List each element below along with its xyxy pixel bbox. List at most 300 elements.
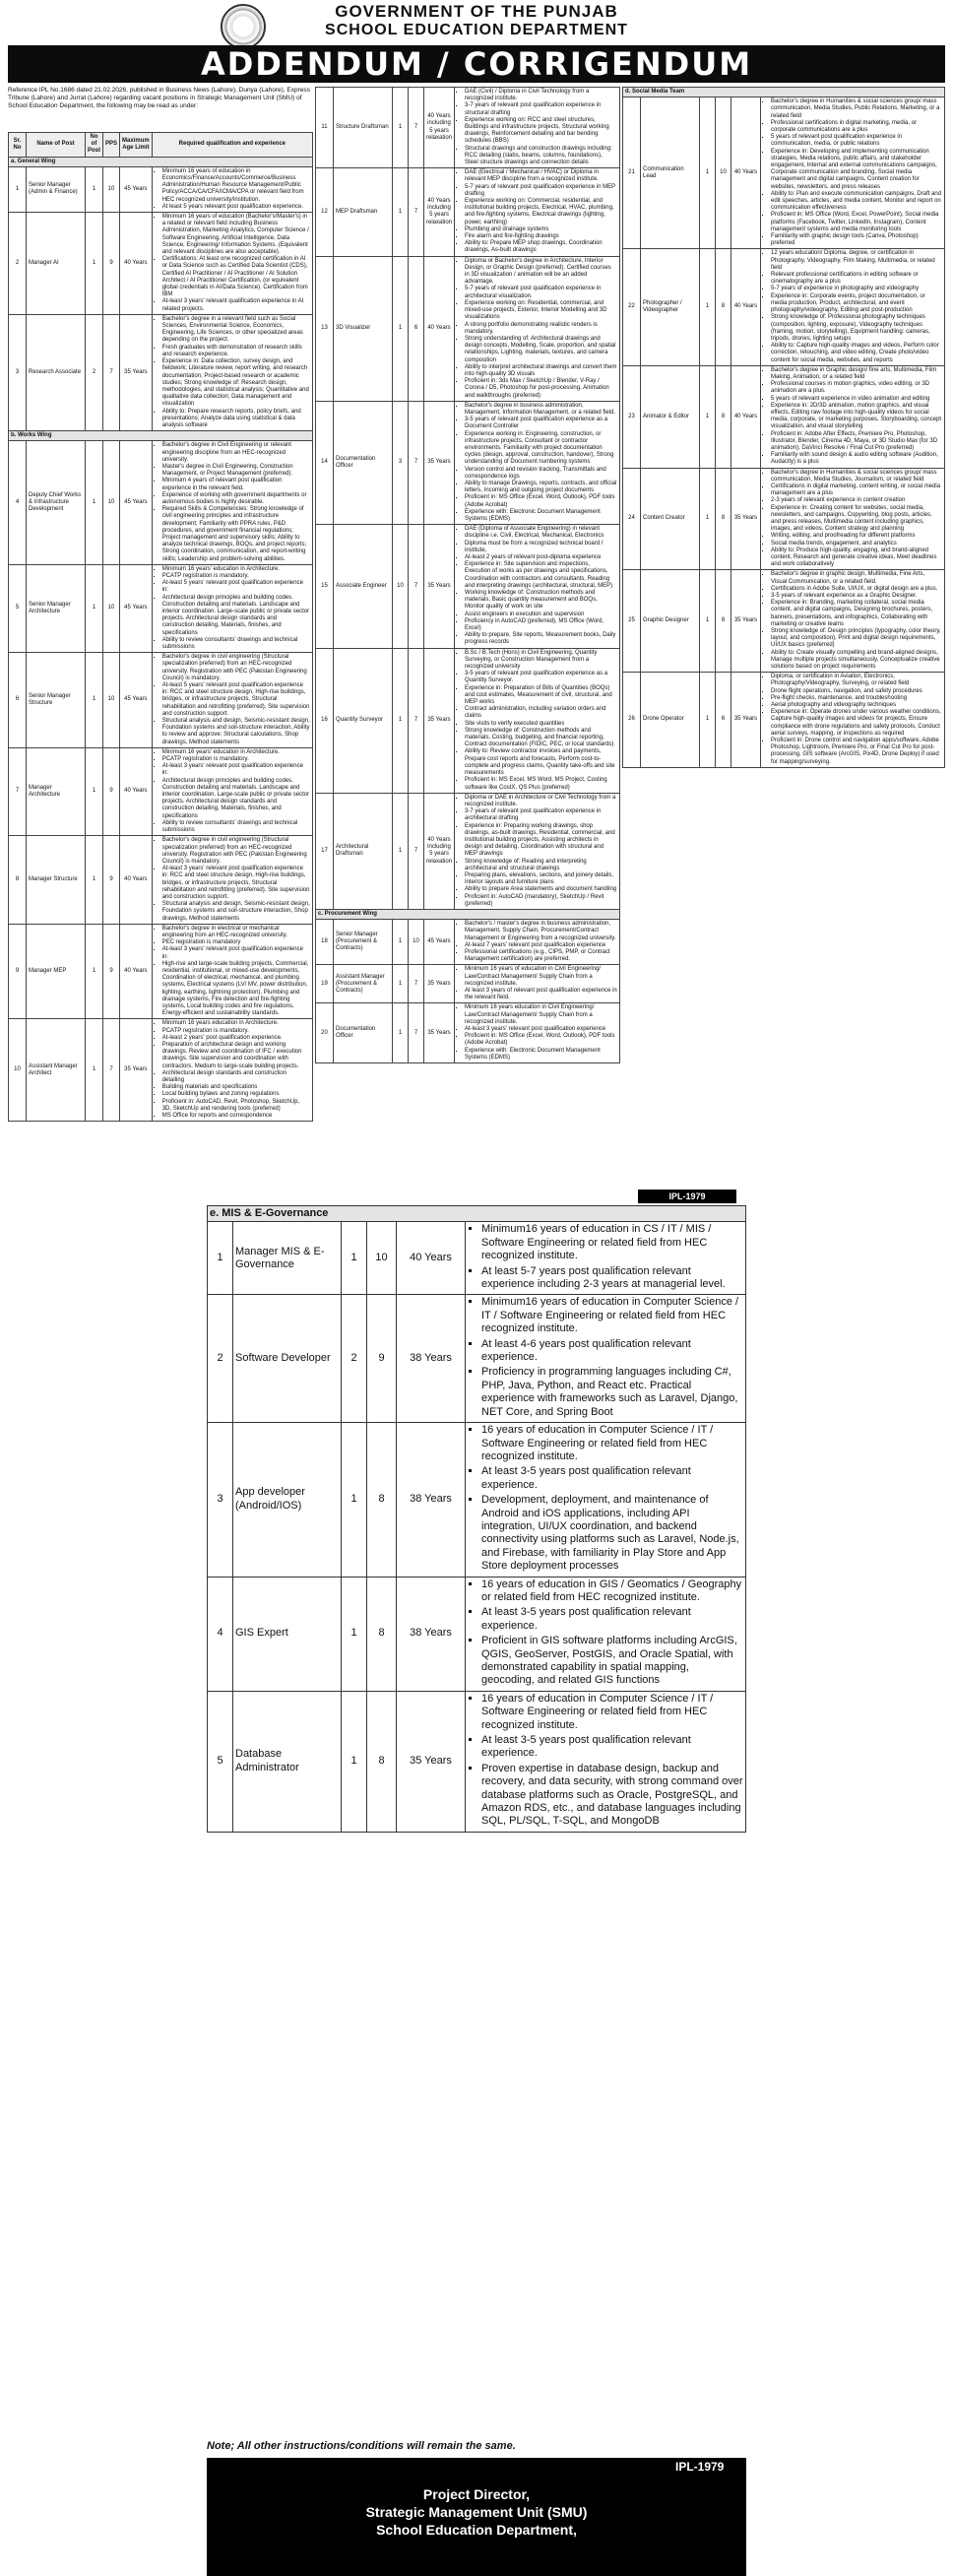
pps-cell: 8 — [367, 1691, 397, 1832]
age-limit-cell: 40 Years — [424, 256, 455, 401]
qualification-item: ▪ Minimum 16 years of education in Economics/Finance/Accounts/Commerce/Business Administration/Human Resource Management/Public Policy/ACCA/CA/CFA/ICMA/CPA or relevant field from HEC recognized university/institution. — [162, 168, 310, 204]
header-posts: No of Post — [86, 133, 103, 158]
sr-cell: 24 — [623, 468, 641, 570]
qualification-item: ▪ Experience of working with government departments or autonomous bodies is highly desirable. — [162, 492, 310, 506]
post-name-cell: Research Associate — [27, 314, 86, 430]
post-name-cell: App developer (Android/IOS) — [233, 1423, 342, 1577]
qualification-item: ▪ Bachelor's / master's degree in business administration, Management, Supply Chain, Procurement/Contract Management or Engineering from a recognized university. — [465, 921, 617, 942]
qualification-item: ▪ Familiarity with graphic design tools (Canva, Photoshop) preferred — [771, 233, 942, 247]
footer-line-1: Project Director, — [422, 2486, 531, 2502]
sr-cell: 17 — [316, 793, 334, 909]
posts-count-cell: 1 — [393, 168, 409, 256]
qualification-item: ▪ At-least 3 years' relevant qualification experience in AI related projects. — [162, 298, 310, 312]
qualification-item: ▪ At-least 3 years' relevant post qualification experience in: — [162, 946, 310, 960]
post-name-cell: Documentation Officer — [334, 401, 393, 524]
qualification-item: ▪ Contract administration, including variation orders and claims — [465, 706, 617, 720]
section-title: e. MIS & E-Governance — [208, 1206, 746, 1222]
sr-cell: 8 — [9, 836, 27, 924]
position-row — [9, 924, 313, 1019]
qualification-cell — [455, 88, 620, 168]
qualification-item: ▪ 3-7 years of relevant post qualification experience in structural drafting — [465, 102, 617, 116]
footer-signature — [207, 2458, 746, 2576]
qualification-item: ▪ Site visits to verify executed quantities — [465, 721, 617, 728]
qualification-cell — [455, 920, 620, 965]
pps-cell: 10 — [103, 166, 120, 212]
sr-cell: 26 — [623, 673, 641, 768]
posts-count-cell: 1 — [86, 924, 103, 1019]
qualification-item: ▪ Experience working on: Commercial, residential, and institutional building projects, Electrical, HVAC, plumbing, and fire-fighting systems, Electrical drawings (lighting, power, earthing) — [465, 198, 617, 226]
department-title: SCHOOL EDUCATION DEPARTMENT — [325, 22, 628, 38]
qualification-list — [763, 367, 942, 467]
qualification-list — [468, 1693, 743, 1829]
qualification-cell — [761, 468, 945, 570]
qualification-item: ▪ Bachelor's degree in Civil Engineering or relevant engineering discipline from an HEC-recognized university. — [162, 442, 310, 464]
position-row — [316, 88, 620, 168]
posts-count-cell: 1 — [86, 213, 103, 315]
post-name-cell: Senior Manager (Admin & Finance) — [27, 166, 86, 212]
post-name-cell: MEP Draftsman — [334, 168, 393, 256]
qualification-list — [155, 654, 310, 746]
qualification-list — [457, 258, 617, 400]
age-limit-cell: 40 Years — [120, 213, 153, 315]
age-limit-cell: 38 Years — [397, 1295, 466, 1423]
pps-cell: 7 — [409, 88, 424, 168]
position-row — [316, 920, 620, 965]
qualification-item: ▪ Professional courses in motion graphics, video editing, or 3D animation are a plus. — [771, 381, 942, 395]
sr-cell: 19 — [316, 965, 334, 1003]
posts-count-cell: 1 — [342, 1577, 367, 1691]
age-limit-cell: 35 Years — [424, 648, 455, 793]
qualification-list — [763, 470, 942, 569]
qualification-item: ▪ Experience in: Site supervision and inspections, Execution of works as per drawings and specifications, Coordination with contractors and consultants, Reading and interpreting drawings (architectural, structural, MEP) — [465, 561, 617, 590]
position-row — [623, 249, 945, 365]
header-req: Required qualification and experience — [152, 133, 312, 158]
post-name-cell: Assistant Manager Architect — [27, 1019, 86, 1122]
qualification-list — [457, 921, 617, 963]
sr-cell: 4 — [9, 441, 27, 564]
pps-cell: 6 — [716, 673, 731, 768]
sr-cell: 13 — [316, 256, 334, 401]
qualification-item: ▪ 3-5 years of relevant experience as a Graphic Designer. — [771, 593, 942, 600]
qualification-list — [468, 1578, 743, 1688]
qualification-item: ▪ Architectural design standards and construction detailing — [162, 1070, 310, 1084]
qualification-item: ▪ Experience in: Developing and implementing communication strategies, Media relations, public affairs, and stakeholder engagement, Internal and external communications campaigns, Corporate communication and branding, Social media management and digital campaigns, Content creation for websites, newsletters, and press releases — [771, 149, 942, 191]
qualification-list — [468, 1296, 743, 1419]
position-row — [316, 256, 620, 401]
sr-cell: 11 — [316, 88, 334, 168]
column-works-procurement — [315, 87, 620, 1063]
qualification-item: ▪ PCATP registration is mandatory. — [162, 756, 310, 763]
qualification-list — [155, 837, 310, 922]
qualification-item: ▪ Proficiency in programming languages including C#, PHP, Java, Python, and React etc. Practical experience with frameworks such as Laravel, Django, NET Core, and Spring Boot — [481, 1366, 743, 1419]
qualification-item: ▪ Diploma or Bachelor's degree in Architecture, Interior Design, or Graphic Design (preferred). Certified courses in 3D visualization / animation will be an added advantage. — [465, 258, 617, 287]
sr-cell: 4 — [208, 1577, 233, 1691]
qualification-item: ▪ Writing, editing, and proofreading for different platforms — [771, 533, 942, 540]
qualification-list — [155, 566, 310, 651]
column-social-media — [622, 87, 945, 768]
sr-cell: 1 — [208, 1222, 233, 1295]
section-title: b. Works Wing — [9, 431, 313, 441]
pps-cell: 9 — [103, 836, 120, 924]
pps-cell: 7 — [409, 648, 424, 793]
qualification-item: ▪ Version control and revision tracking, Transmittals and correspondence logs — [465, 467, 617, 481]
posts-count-cell: 1 — [342, 1222, 367, 1295]
qualification-item: ▪ Fresh graduates with demonstration of research skills and research experience. — [162, 345, 310, 358]
ad-header — [0, 0, 953, 85]
pps-cell: 9 — [103, 747, 120, 835]
qualification-item: ▪ Relevant professional certifications in editing software or cinematography are a plus — [771, 272, 942, 286]
qualification-item: ▪ Pre-flight checks, maintenance, and troubleshooting — [771, 695, 942, 702]
qualification-item: ▪ Preparation of architectural design and working drawings. Review and coordination of IFC / execution drawings. Site supervision and coordination with contractors. Medium to large-scale building projects. — [162, 1042, 310, 1070]
qualification-item: ▪ MS Office for reports and correspondence — [162, 1113, 310, 1120]
qualification-item: ▪ Ability to: Create visually compelling and brand-aligned designs, Manage multiple projects simultaneously, Conceptualize creative solutions based on project requirements — [771, 650, 942, 672]
qualification-item: ▪ Ability to: Capture high-quality images and videos, Perform color correction, retouching, and video editing, Create photo/video content for social media, websites, and reports — [771, 343, 942, 364]
age-limit-cell: 38 Years — [397, 1423, 466, 1577]
qualification-item: ▪ Structural drawings and construction drawings including: RCC detailing (slabs, beams, columns, foundations), Steel structure drawings and connection details — [465, 146, 617, 167]
post-name-cell: Manager MEP — [27, 924, 86, 1019]
reference-text: Reference IPL No.1686 dated 21.02.2026, published in Business News (Lahore), Dunya (Lahore), Express Tribune (Lahore) and Jurrat (Lahore) regarding vacant positions in Strategic Management Unit (SMU) of School Education Department, the following may be read as under: — [8, 87, 310, 109]
posts-count-cell: 1 — [342, 1691, 367, 1832]
qualification-item: ▪ Proven expertise in database design, backup and recovery, and data security, with strong command over database platforms such as Oracle, PostgreSQL, and Amazon RDS, etc., and database languages including SQL, PL/SQL, T-SQL, and MongoDB — [481, 1763, 743, 1829]
section-header-row — [9, 157, 313, 166]
pps-cell: 8 — [367, 1423, 397, 1577]
posts-count-cell: 2 — [86, 314, 103, 430]
qualification-cell — [761, 570, 945, 673]
qualification-item: ▪ Plumbing and drainage systems — [465, 226, 617, 233]
post-name-cell: Content Creator — [641, 468, 700, 570]
qualification-item: ▪ Drone flight operations, navigation, and safety procedures — [771, 688, 942, 695]
posts-count-cell: 1 — [393, 648, 409, 793]
qualification-item: ▪ Experience in: Data collection, survey design, and fieldwork; Literature review, report writing, and research documentation; Project-based research or academic studies; Strong knowledge of: Research design, methodologies, and statistical analysis; Quantitative and qualitative data collection; Data management and visualization — [162, 358, 310, 408]
qualification-cell — [466, 1295, 746, 1423]
sr-cell: 2 — [208, 1295, 233, 1423]
qualification-item: ▪ At-least 3 years' relevant post qualification experience in: RCC and steel structure design, High-rise buildings, bridges, or infrastructure projects, Structural rehabilitation and retrofitting (preferred), Site supervision and construction support. — [162, 866, 310, 901]
age-limit-cell: 35 Years — [424, 1003, 455, 1063]
age-limit-cell: 45 Years — [120, 564, 153, 652]
pps-cell: 8 — [716, 249, 731, 365]
qualification-item: ▪ Bachelor's degree in civil engineering (Structural specialization preferred) from an HEC-recognized university. Registration with PEC (Pakistan Engineering Council) is mandatory. — [162, 837, 310, 866]
posts-count-cell: 10 — [393, 525, 409, 648]
qualification-item: ▪ Proficient in: Adobe After Effects, Premiere Pro, Photoshop, Illustrator, Blender, Cinema 4D, Maya, or 3D Studio Max (for 3D animation), DaVinci Resolve / Final Cut Pro (preferred) — [771, 431, 942, 453]
position-row — [623, 570, 945, 673]
qualification-item: ▪ Development, deployment, and maintenance of Android and iOS applications, including API integration, UI/UX coordination, and backend connectivity using platforms such as Laravel, Node.js, and Firebase, with familiarity in Play Store and App Store deployment processes — [481, 1494, 743, 1573]
qualification-item: ▪ 5 years of relevant post qualification experience in communication, media, or public relations — [771, 134, 942, 148]
qualification-item: ▪ Building materials and specifications — [162, 1084, 310, 1091]
qualification-list — [763, 98, 942, 247]
post-name-cell: Senior Manager Architecture — [27, 564, 86, 652]
qualification-item: ▪ 3-5 years of relevant post qualification experience as a Document Controller — [465, 417, 617, 430]
qualification-item: ▪ Bachelor's degree in Humanities & social sciences group/ mass communication, Media Studies, Journalism, or related field — [771, 470, 942, 483]
post-name-cell: Manager AI — [27, 213, 86, 315]
qualification-item: ▪ Ability to prepare Area statements and document handling — [465, 886, 617, 893]
qualification-item: ▪ Architectural design principles and building codes. Construction detailing and materials. Landscape and interior coordination. Large-scale public or private sector projects. Architectural design standards and construction detailing, Materials, finishes, and specifications — [162, 778, 310, 820]
posts-count-cell: 1 — [393, 1003, 409, 1063]
qualification-list — [763, 674, 942, 766]
section-title: c. Procurement Wing — [316, 909, 620, 919]
qualification-item: ▪ Experience working on: RCC and steel structures, Buildings and infrastructure projects, Structural working drawings, Reinforcement detailing and bar bending schedules (BBS) — [465, 117, 617, 146]
qualification-item: ▪ Ability to: Review contractor invoices and payments, Prepare cost reports and forecasts, Perform cost-to-complete and progress claims, Quantity take-offs and site measurements — [465, 748, 617, 777]
qualification-item: ▪ At-least 3 years' relevant post qualification experience — [465, 1026, 617, 1033]
position-row — [9, 1019, 313, 1122]
government-title: GOVERNMENT OF THE PUNJAB — [335, 2, 618, 21]
qualification-item: ▪ Minimum 16 years of education (Bachelor's/Master's) in a related or relevant field including Business Administration, Marketing Analytics, Computer Science / Software Engineering, Artificial Intelligence, Data Science, Engineering/ Information Systems. (Equivalent and relevant disciplines are also acceptable). — [162, 214, 310, 256]
qualification-item: ▪ High-rise and large-scale building projects, Commercial, residential, institutional, or mixed-use developments, Coordination of electrical, mechanical, and plumbing systems, Electrical systems (LV/ MV, power distribution, lighting, earthing, lightning protection), Plumbing and drainage systems, Fire detection and fire-fighting systems, Local building codes and fire regulations, Energy-efficient and sustainability standards. — [162, 961, 310, 1018]
position-row — [9, 314, 313, 430]
qualification-cell — [152, 747, 312, 835]
qualification-item: ▪ PEC registration is mandatory — [162, 939, 310, 946]
section-header-row — [208, 1206, 746, 1222]
qualification-cell — [761, 249, 945, 365]
post-name-cell: Architectural Draftsman — [334, 793, 393, 909]
section-title: d. Social Media Team — [623, 88, 945, 97]
posts-count-cell: 1 — [393, 88, 409, 168]
sr-cell: 21 — [623, 97, 641, 249]
qualification-item: ▪ Ability to review consultants' drawings and technical submissions — [162, 820, 310, 834]
qualification-item: ▪ Fire alarm and fire-fighting drawings — [465, 233, 617, 240]
qualification-list — [155, 749, 310, 834]
post-name-cell: Manager Structure — [27, 836, 86, 924]
age-limit-cell: 40 Years — [397, 1222, 466, 1295]
pps-cell: 9 — [367, 1295, 397, 1423]
qualification-item: ▪ At-least 5 years' relevant post qualification experience in: RCC and steel structure design, High-rise buildings, bridges, or infrastructure projects, Structural rehabilitation and retrofitting (preferred), Site supervision and construction support. — [162, 682, 310, 718]
qualification-item: ▪ 3-7 years of relevant post qualification experience in architectural drafting — [465, 808, 617, 822]
column-general-works — [8, 132, 313, 1122]
qualification-item: ▪ Proficient in: Drone control and navigation apps/software, Adobe Photoshop, Lightroom, Premiere Pro, or Final Cut Pro for post-processing, GIS software (ArcGIS, Pix4D, Drone Deploy) if used for mapping/surveying. — [771, 738, 942, 766]
pps-cell: 8 — [716, 570, 731, 673]
sr-cell: 9 — [9, 924, 27, 1019]
ipl-number: IPL-1979 — [675, 2460, 725, 2474]
qualification-item: ▪ Experience in: Operate drones under various weather conditions, Capture high-quality images and videos for projects, Ensure compliance with drone regulations and safety protocols, Conduct aerial surveys, mapping, or inspections as required — [771, 709, 942, 738]
posts-count-cell: 2 — [342, 1295, 367, 1423]
posts-count-cell: 1 — [393, 256, 409, 401]
section-header-row — [9, 431, 313, 441]
qualification-item: ▪ Experience in: Preparing working drawings, shop drawings, as-built drawings, Residential, commercial, and institutional building projects, Assisting architects in design and detailing, Coordination with structural and MEP drawings — [465, 823, 617, 859]
posts-count-cell: 1 — [700, 365, 716, 468]
qualification-item: ▪ Proficient in: MS Office (Word, Excel, PowerPoint), Social media platforms (Facebook, Twitter, LinkedIn, Instagram), Content management systems and media monitoring tools — [771, 212, 942, 233]
qualification-item: ▪ PCATP registration is mandatory. — [162, 573, 310, 580]
age-limit-cell: 35 Years — [397, 1691, 466, 1832]
qualification-item: ▪ Strong knowledge of: Design principles (typography, color theory, layout, and composition), Print and digital design requirements, UI/UX basics (preferred) — [771, 628, 942, 650]
qualification-item: ▪ 3-5 years of relevant post qualification experience as a Quantity Surveyor. — [465, 671, 617, 684]
post-name-cell: Associate Engineer — [334, 525, 393, 648]
qualification-item: ▪ Experience in: Creating content for websites, social media, newsletters, and campaigns, Copywriting, blog posts, articles, and press releases, Multimedia content including graphics, images, and videos, Content strategy and planning — [771, 505, 942, 534]
post-name-cell: Database Administrator — [233, 1691, 342, 1832]
pps-cell: 10 — [716, 97, 731, 249]
qualification-cell — [455, 965, 620, 1003]
qualification-item: ▪ Strong understanding of: Architectural drawings and design concepts, Modelling, Scale, proportion, and spatial relationships, Lighting, materials, textures, and camera composition — [465, 336, 617, 364]
qualification-item: ▪ Experience in: 2D/3D animation, motion graphics, and visual effects, Editing raw footage into high-quality videos for social media, corporate, or marketing purposes, Storyboarding, concept visualization, and visual storytelling — [771, 403, 942, 431]
qualification-item: ▪ Proficient in: MS Office (Excel, Word, Outlook), PDF tools (Adobe Acrobat) — [465, 1033, 617, 1047]
position-row — [9, 213, 313, 315]
qualification-item: ▪ At least 5 years relevant post qualification experience. — [162, 204, 310, 211]
age-limit-cell: 40 Years — [120, 836, 153, 924]
qualification-item: ▪ Ability to review consultants' drawings and technical submissions — [162, 637, 310, 651]
qualification-item: ▪ Strong knowledge of: Professional photography techniques (composition, lighting, exposure), Videography techniques (framing, motion, storytelling), Equipment handling: cameras, tripods, drones, lighting setups — [771, 314, 942, 343]
position-row — [9, 564, 313, 652]
sr-cell: 2 — [9, 213, 27, 315]
qualification-item: ▪ Proficient in: 3ds Max / SketchUp / Blender, V-Ray / Corona / D5, Photoshop for post-processing, Animation and walkthroughs (preferred) — [465, 378, 617, 400]
position-row — [316, 793, 620, 909]
qualification-item: ▪ Diploma, or certification in Aviation, Electronics, Photography/Videography, Surveying, or related field — [771, 674, 942, 687]
sr-cell: 1 — [9, 166, 27, 212]
qualification-item: ▪ Certifications in digital marketing, content writing, or social media management are a plus — [771, 483, 942, 497]
position-row — [208, 1222, 746, 1295]
qualification-item: ▪ Master's degree in Civil Engineering, Construction Management, or Project Management (preferred). — [162, 464, 310, 478]
post-name-cell: Manager MIS & E-Governance — [233, 1222, 342, 1295]
qualification-list — [155, 316, 310, 429]
sr-cell: 22 — [623, 249, 641, 365]
qualification-item: ▪ Ability to: Plan and execute communication campaigns, Draft and edit speeches, articles, and media content, Monitor and report on communication effectiveness — [771, 191, 942, 213]
posts-count-cell: 1 — [700, 97, 716, 249]
qualification-item: ▪ Structural analysis and design, Seismic-resistant design, Foundation systems and soil-structure interaction, Shop drawings, Method statements — [162, 901, 310, 923]
qualification-item: ▪ 12 years education/ Diploma, degree, or certification in Photography, Videography, Film Making, Multimedia, or related field — [771, 250, 942, 272]
posts-count-cell: 1 — [393, 965, 409, 1003]
age-limit-cell: 40 Years — [731, 365, 761, 468]
qualification-cell — [152, 166, 312, 212]
header-sr: Sr. No — [9, 133, 27, 158]
qualification-cell — [466, 1222, 746, 1295]
qualification-item: ▪ Experience with: Electronic Document Management Systems (EDMS) — [465, 1048, 617, 1062]
pps-cell: 10 — [367, 1222, 397, 1295]
qualification-cell — [466, 1423, 746, 1577]
pps-cell: 9 — [103, 924, 120, 1019]
sr-cell: 23 — [623, 365, 641, 468]
qualification-item: ▪ Proficient in: MS Excel, MS Word, MS Project, Costing software like CostX, QS Plus (preferred) — [465, 777, 617, 791]
note-text: Note; All other instructions/conditions will remain the same. — [207, 2440, 516, 2452]
qualification-list — [457, 795, 617, 908]
qualification-item: ▪ Ability to interpret architectural drawings and convert them into high-quality 3D visuals — [465, 364, 617, 378]
pps-cell: 7 — [409, 168, 424, 256]
qualification-item: ▪ Minimum 16 years education in Architecture. — [162, 1020, 310, 1027]
qualification-list — [468, 1223, 743, 1291]
position-row — [9, 747, 313, 835]
qualification-item: ▪ Ability to: Prepare MEP shop drawings, Coordination drawings, As-built drawings — [465, 240, 617, 254]
qualification-item: ▪ 5-7 years of relevant post qualification experience in MEP drafting — [465, 184, 617, 198]
age-limit-cell: 35 Years — [424, 401, 455, 524]
addendum-banner: ADDENDUM / CORRIGENDUM — [8, 45, 945, 83]
qualification-item: ▪ DAE (Diploma of Associate Engineering) in relevant discipline i.e. Civil, Electrical, Mechanical, Electronics — [465, 526, 617, 540]
qualification-list — [457, 650, 617, 792]
qualification-item: ▪ Bachelor's degree in business administration, Management, Information Management, or a related field. — [465, 403, 617, 417]
qualification-item: ▪ Bachelor's degree in graphic design, Multimedia, Fine Arts, Visual Communication, or a related field. — [771, 571, 942, 585]
qualification-item: ▪ Required Skills & Competencies: Strong knowledge of civil engineering principles and infrastructure development; Familiarity with PPRA rules, P&D procedures, and government financial regulations; Project management and supervisory skills; Ability to analyze technical drawings, BOQs, and project reports; Strong coordination, communication, and report-writing skills; Leadership and problem-solving abilities. — [162, 506, 310, 563]
qualification-item: ▪ Minimum 16 years' education in Architecture. — [162, 749, 310, 756]
qualification-item: ▪ 16 years of education in Computer Science / IT / Software Engineering or related field from HEC recognized institute. — [481, 1424, 743, 1463]
qualification-item: ▪ DAE (Electrical / Mechanical / HVAC) or Diploma in relevant MEP discipline from a recognized institute. — [465, 169, 617, 183]
qualification-list — [155, 442, 310, 562]
qualification-cell — [455, 401, 620, 524]
qualification-item: ▪ Working knowledge of: Construction methods and materials, Basic quantity measurement and BOQs, Monitor quality of work on site — [465, 590, 617, 612]
qualification-cell — [152, 1019, 312, 1122]
qualification-cell — [152, 836, 312, 924]
position-row — [9, 441, 313, 564]
qualification-item: ▪ Bachelor's degree in electrical or mechanical engineering from an HEC-recognized university. — [162, 926, 310, 939]
posts-count-cell: 1 — [393, 793, 409, 909]
qualification-item: ▪ Minimum 16 years education in Civil Engineering/ Law/Contract Management/ Supply Chain from a recognized institute. — [465, 1004, 617, 1026]
qualification-item: ▪ At-least 7 years' relevant post qualification experience — [465, 942, 617, 949]
qualification-item: ▪ Strong knowledge of: Reading and interpreting architectural and structural drawings — [465, 859, 617, 872]
sr-cell: 12 — [316, 168, 334, 256]
qualification-item: ▪ Diploma or DAE in Architecture or Civil Technology from a recognized institute. — [465, 795, 617, 808]
sr-cell: 16 — [316, 648, 334, 793]
qualification-cell — [152, 441, 312, 564]
age-limit-cell: 38 Years — [397, 1577, 466, 1691]
qualification-item: ▪ Experience working on: Residential, commercial, and mixed-use projects, Exterior, Interior Modelling and 3D visualizations — [465, 300, 617, 322]
age-limit-cell: 35 Years — [731, 570, 761, 673]
qualification-item: ▪ At-least 2 years' post qualification experience. — [162, 1035, 310, 1042]
sr-cell: 3 — [9, 314, 27, 430]
pps-cell: 8 — [716, 365, 731, 468]
pps-cell: 10 — [409, 920, 424, 965]
qualification-item: ▪ Minimum 16 years of education in Civil Engineering/ Law/Contract Management/ Supply Chain from a recognized institute. — [465, 966, 617, 988]
qualification-item: ▪ Proficient in: AutoCAD, Revit, Photoshop, SketchUp, 3D, SketchUp and rendering tools (preferred) — [162, 1099, 310, 1113]
sr-cell: 25 — [623, 570, 641, 673]
age-limit-cell: 45 Years — [120, 441, 153, 564]
qualification-item: ▪ At-least 3 years' relevant post qualification experience in: — [162, 763, 310, 777]
qualification-item: ▪ Preparing plans, elevations, sections, and joinery details, Interior layouts and furniture plans — [465, 872, 617, 886]
qualification-item: ▪ Diploma must be from a recognized technical board / institute, — [465, 541, 617, 554]
qualification-item: ▪ At-least 2 years of relevant post-diploma experience — [465, 554, 617, 561]
qualification-cell — [761, 365, 945, 468]
qualification-list — [457, 169, 617, 254]
qualification-item: ▪ Proficient in GIS software platforms including ArcGIS, QGIS, GeoServer, PostGIS, and Oracle Spatial, with demonstrated capability in spatial mapping, geocoding, and related GIS functions — [481, 1635, 743, 1688]
posts-count-cell: 1 — [700, 249, 716, 365]
qualification-cell — [455, 168, 620, 256]
age-limit-cell: 40 Years including 5 years relaxation — [424, 88, 455, 168]
qualification-list — [457, 966, 617, 1001]
age-limit-cell: 45 Years — [120, 166, 153, 212]
post-name-cell: Photographer / Videographer — [641, 249, 700, 365]
qualification-item: ▪ Ability to: Prepare research reports, policy briefs, and presentations; Analyze data using statistical & data analysis software — [162, 409, 310, 430]
qualification-item: ▪ Ability to prepare, Site reports, Measurement books, Daily progress records — [465, 632, 617, 646]
position-row — [208, 1295, 746, 1423]
position-row — [9, 836, 313, 924]
sr-cell: 14 — [316, 401, 334, 524]
sr-cell: 10 — [9, 1019, 27, 1122]
qualification-item: ▪ Experience working in: Engineering, construction, or infrastructure projects, Consultant or contractor environments. Familiarity with project documentation cycles (design, approval, construction, handover), Strong understanding of Document numbering systems — [465, 431, 617, 467]
qualification-item: ▪ 16 years of education in Computer Science / IT / Software Engineering or related field from HEC recognized institute. — [481, 1693, 743, 1732]
positions-table-1 — [8, 132, 313, 1122]
qualification-item: ▪ At least 3-5 years post qualification relevant experience. — [481, 1734, 743, 1761]
pps-cell: 8 — [367, 1577, 397, 1691]
qualification-item: ▪ PCATP registration is mandatory. — [162, 1028, 310, 1035]
age-limit-cell: 40 Years — [120, 747, 153, 835]
pps-cell: 7 — [409, 793, 424, 909]
qualification-item: ▪ Professional certifications in digital marketing, media, or corporate communications are a plus — [771, 120, 942, 134]
sr-cell: 7 — [9, 747, 27, 835]
posts-count-cell: 1 — [86, 441, 103, 564]
posts-count-cell: 1 — [342, 1423, 367, 1577]
pps-cell: 7 — [409, 525, 424, 648]
posts-count-cell: 1 — [700, 673, 716, 768]
qualification-cell — [152, 314, 312, 430]
age-limit-cell: 40 Years including 5 years relaxation — [424, 168, 455, 256]
post-name-cell: Communication Lead — [641, 97, 700, 249]
position-row — [316, 965, 620, 1003]
pps-cell: 7 — [409, 401, 424, 524]
qualification-item: ▪ Experience in: Corporate events, project documentation, or media production, Product, architectural, and event photography/videography, Editing and post-production — [771, 293, 942, 315]
qualification-item: ▪ Architectural design principles and building codes. Construction detailing and materials. Landscape and interior coordination. Large-scale public or private sector projects. Architectural design standards and construction detailing, Materials, finishes, and specifications — [162, 595, 310, 637]
pps-cell: 10 — [103, 441, 120, 564]
post-name-cell: Animator & Editor — [641, 365, 700, 468]
age-limit-cell: 45 Years — [120, 653, 153, 748]
qualification-list — [457, 403, 617, 523]
qualification-list — [155, 1020, 310, 1120]
qualification-item: ▪ Certifications: At least one recognized certification in AI or Data Science such as Certified Data Scientist (CDS), Certified AI Practitioner / AI Practitioner / AI Solution Architect / AI Practitioner Certification, (or equivalent global credentials in AI/Data Science). Certification from IBM — [162, 256, 310, 298]
qualification-item: ▪ Ability to manage Drawings, reports, contracts, and official letters, Incoming and outgoing project documents — [465, 481, 617, 494]
posts-count-cell: 1 — [86, 747, 103, 835]
qualification-cell — [761, 673, 945, 768]
